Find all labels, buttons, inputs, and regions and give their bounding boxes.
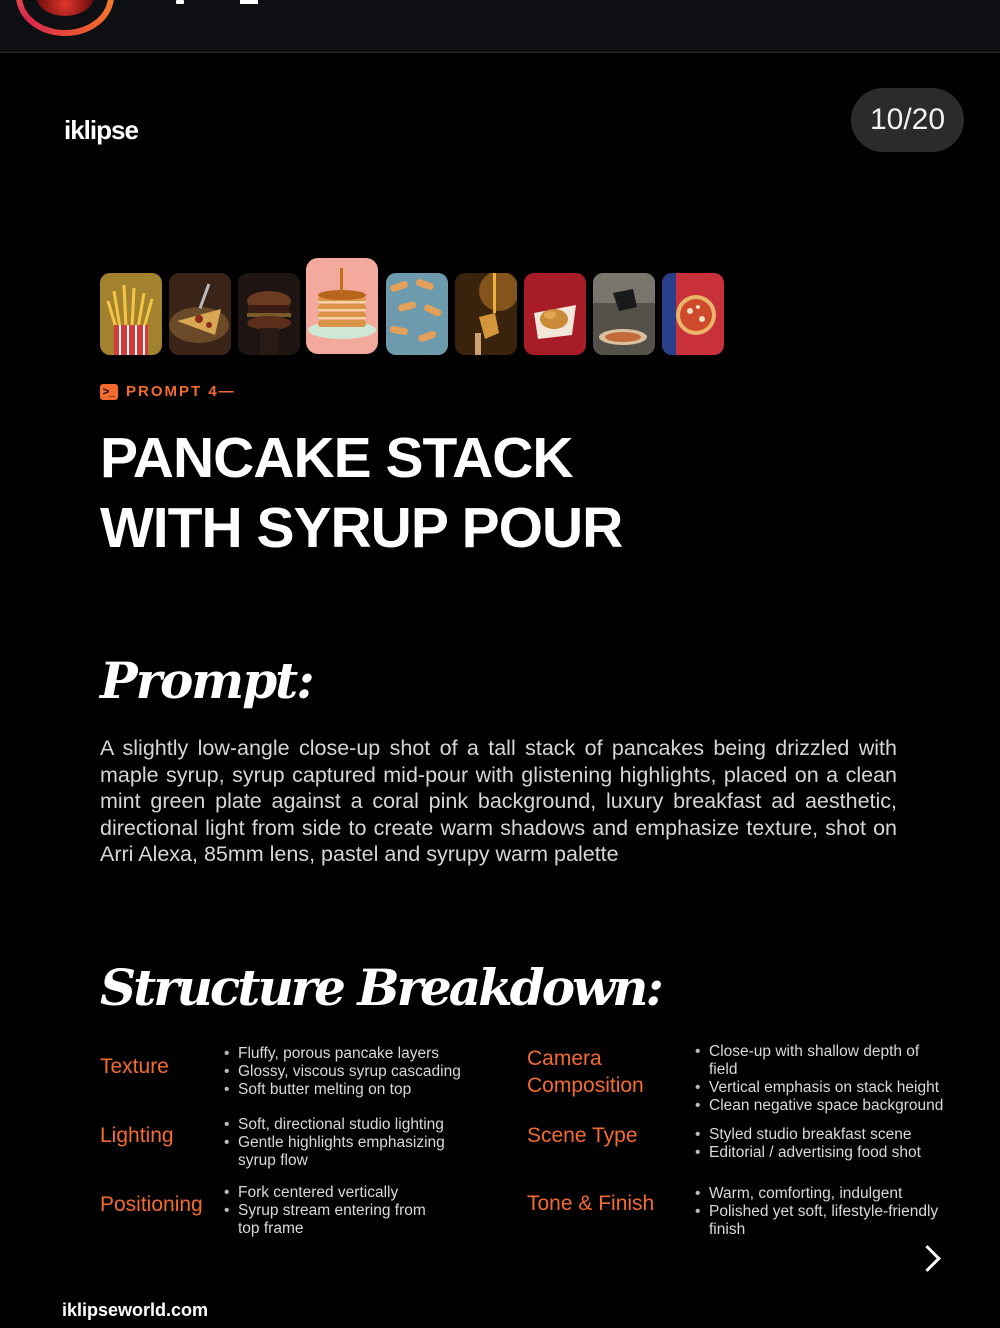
thumbnail-fries[interactable] <box>100 273 162 355</box>
list-item: • Polished yet soft, lifestyle-friendly finish <box>695 1203 955 1239</box>
pizza-red-image <box>662 273 724 355</box>
list-item: • Warm, comforting, indulgent <box>695 1185 955 1203</box>
list-item: • Fluffy, porous pancake layers <box>224 1045 484 1063</box>
category-list-lighting <box>224 1116 464 1170</box>
category-label-scene-type: Scene Type <box>527 1124 638 1147</box>
list-item: • Glossy, viscous syrup cascading <box>224 1063 484 1081</box>
prompt-label-text: PROMPT 4— <box>126 383 236 400</box>
thumbnail-kitchen[interactable] <box>593 273 655 355</box>
profile-avatar[interactable] <box>16 0 114 36</box>
pancakes-image <box>306 258 378 354</box>
category-list-tone-finish <box>695 1185 955 1239</box>
thumbnail-burger[interactable] <box>238 273 300 355</box>
list-item: • Gentle highlights emphasizing syrup flow <box>224 1134 464 1170</box>
title-line: PANCAKE STACK <box>100 426 573 490</box>
prompt-label <box>100 383 236 400</box>
syrup-pour-image <box>455 273 517 355</box>
prompt-body-text: A slightly low-angle close-up shot of a tall stack of pancakes being drizzled with maple syrup, syrup captured mid-pour with glistening highlights, placed on a clean mint green plate against a coral pink background, luxury breakfast ad aesthetic, directional light from side to create warm shadows and emphasize texture, shot on Arri Alexa, 85mm lens, pastel and syrupy warm palette <box>100 736 897 867</box>
list-item: • Close-up with shallow depth of field <box>695 1043 950 1079</box>
page-indicator: 10/20 <box>851 88 964 152</box>
title-line: WITH SYRUP POUR <box>100 496 623 560</box>
category-label-texture: Texture <box>100 1055 169 1078</box>
cropped-username-fragment <box>240 0 258 4</box>
list-item: • Vertical emphasis on stack height <box>695 1079 950 1097</box>
website-link[interactable]: iklipseworld.com <box>62 1300 209 1320</box>
list-item: • Fork centered vertically <box>224 1184 444 1202</box>
thumbnail-strip <box>100 258 740 358</box>
thumbnail-pizza-red[interactable] <box>662 273 724 355</box>
category-label-lighting: Lighting <box>100 1124 174 1147</box>
category-list-texture <box>224 1045 484 1099</box>
thumbnail-pizza[interactable] <box>169 273 231 355</box>
list-item: • Syrup stream entering from top frame <box>224 1202 444 1238</box>
thumbnail-hotdogs[interactable] <box>386 273 448 355</box>
list-item: • Soft butter melting on top <box>224 1081 484 1099</box>
category-list-camera-composition <box>695 1043 950 1115</box>
category-label-tone-finish: Tone & Finish <box>527 1192 655 1215</box>
thumbnail-fried-chicken[interactable] <box>524 273 586 355</box>
category-list-positioning <box>224 1184 444 1238</box>
category-label-positioning: Positioning <box>100 1193 203 1216</box>
list-item: • Clean negative space background <box>695 1097 950 1115</box>
prompt-icon: >_ <box>100 384 118 400</box>
list-item: • Editorial / advertising food shot <box>695 1144 950 1162</box>
fries-image <box>100 273 162 355</box>
kitchen-image <box>593 273 655 355</box>
carousel-slide <box>0 53 1000 1328</box>
slide-title <box>100 423 900 563</box>
thumbnail-pancakes-active[interactable] <box>306 258 378 354</box>
structure-breakdown-heading: Structure Breakdown: <box>100 958 661 1017</box>
app-top-bar <box>0 0 1000 53</box>
prompt-heading: Prompt: <box>100 651 313 710</box>
hotdogs-image <box>386 273 448 355</box>
brand-logo: iklipse <box>64 115 138 145</box>
pizza-image <box>169 273 231 355</box>
thumbnail-syrup-pour[interactable] <box>455 273 517 355</box>
list-item: • Soft, directional studio lighting <box>224 1116 464 1134</box>
category-list-scene-type <box>695 1126 950 1162</box>
category-label-camera-composition: Camera Composition <box>527 1047 644 1097</box>
cropped-username-fragment <box>176 0 184 4</box>
fried-chicken-image <box>524 273 586 355</box>
burger-image <box>238 273 300 355</box>
list-item: • Styled studio breakfast scene <box>695 1126 950 1144</box>
